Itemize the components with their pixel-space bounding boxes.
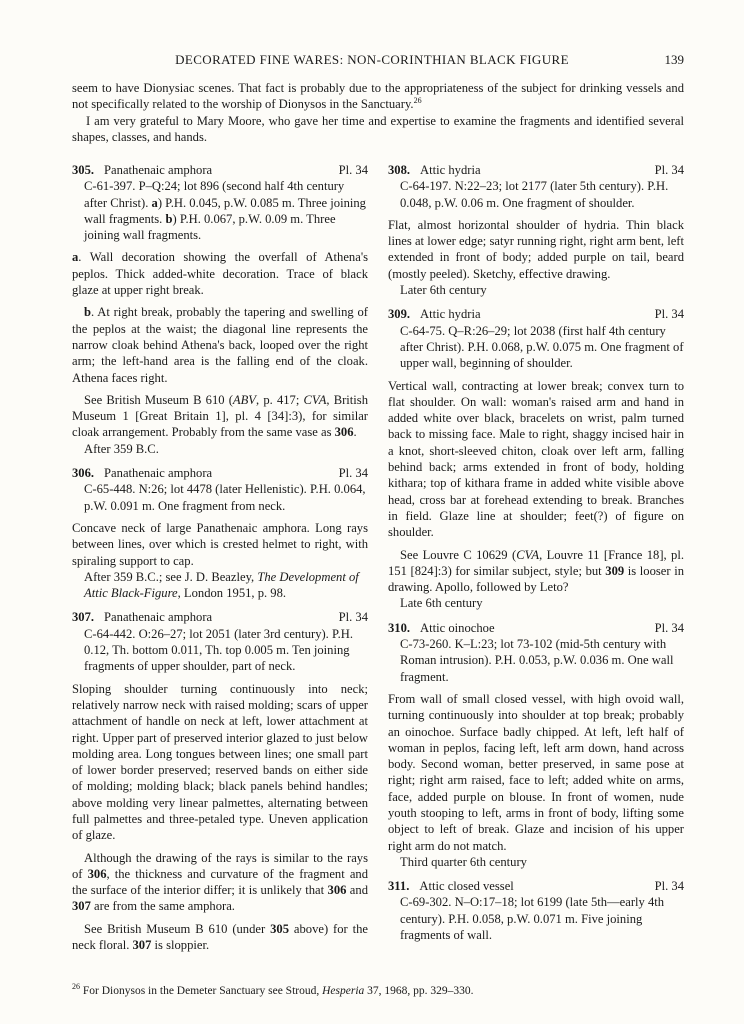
page-number: 139	[664, 52, 684, 67]
entry-number: 310.	[388, 620, 411, 635]
plate-ref: Pl. 34	[654, 307, 684, 322]
catalogue-entry-306	[72, 465, 368, 601]
entry-heading	[388, 306, 684, 322]
entry-title: Attic hydria	[420, 163, 481, 177]
entry-heading	[72, 609, 368, 625]
entry-date: After 359 B.C.	[84, 441, 159, 456]
acknowledgement-paragraph: I am very grateful to Mary Moore, who gave her time and expertise to examine the fragments and identified several shapes, classes, and hands.	[72, 113, 684, 144]
catalogue-entry-310	[388, 620, 684, 870]
entry-date: Third quarter 6th century	[400, 854, 527, 869]
entry-description-b: b. At right break, probably the tapering and swelling of the peplos at the waist; the diagonal line represents the narrow cloak behind Athena's back, looped over the right arm; the left-hand area is the falling end of the cloak. Athena faces right.	[72, 305, 368, 385]
entry-comparanda: See British Museum B 610 (under 305 above) for the neck floral. 307 is sloppier.	[72, 921, 369, 953]
right-column	[388, 162, 684, 951]
intro-paragraph: seem to have Dionysiac scenes. That fact is probably due to the appropriateness of the subject for drinking vessels and not specifically related to the worship of Dionysos in the Sanctuary.$^{26}$	[72, 81, 684, 112]
entry-meta: C-69-302. N–O:17–18; lot 6199 (late 5th—early 4th century). P.H. 0.058, p.W. 0.071 m. Five joining fragments of wall.	[400, 895, 665, 943]
entry-description: Concave neck of large Panathenaic amphora. Long rays between lines, over which is crested helmet to right, with spiraling support to cap.	[72, 520, 368, 568]
entry-title: Attic hydria	[420, 307, 481, 322]
entry-description: Vertical wall, contracting at lower break; convex turn to flat shoulder. On wall: woman's raised arm and hand in added white over black, bracelets on wrist, palm turned back to missing face. Male to right, shaggy incised hair in a knot, short-sleeved chiton, cloak over left arm, falling behind back; arms extended in front of body, holding kithara; top of kithara frame in added white visible above head, cross bar at forehead extending to break. Branches in field. Glaze line at shoulder; feet(?) of figure on shoulder.	[388, 378, 684, 540]
plate-ref: Pl. 34	[338, 610, 368, 625]
entry-meta: C-64-197. N:22–23; lot 2177 (later 5th century). P.H. 0.048, p.W. 0.06 m. One fragment of shoulder.	[400, 179, 669, 210]
entry-description: From wall of small closed vessel, with high ovoid wall, turning continuously into shoulder at top break; probably an oinochoe. Surface badly chipped. At left, left half of woman in peplos, facing left, left arm down, hand across body. Second woman, better preserved, in same pose at right; right arm raised, face to left; added white on arms, face, added purple on blouse. In front of women, nude youth stooping to left, arms in front of body, lifting some object to left of break. Glaze and incision of his upper right arm do not match.	[388, 691, 684, 853]
entry-heading	[72, 465, 368, 481]
catalogue-entry-307	[72, 609, 368, 953]
entry-meta: C-64-75. Q–R:26–29; lot 2038 (first half 4th century after Christ). P.H. 0.068, p.W. 0.075 m. One fragment of upper wall, beginning of shoulder.	[400, 323, 684, 371]
entry-date: Later 6th century	[400, 283, 487, 298]
entry-description: Flat, almost horizontal shoulder of hydria. Thin black lines at lower edge; satyr running right, right arm bent, left extended in front of body; added purple on tail, beard (mostly peeled). Sketchy, effective drawing.	[388, 217, 684, 281]
entry-meta: C-64-442. O:26–27; lot 2051 (later 3rd century). P.H. 0.12, Th. bottom 0.011, Th. top 0.005 m. Ten joining fragments of upper shoulder, part of neck.	[84, 626, 353, 674]
plate-ref: Pl. 34	[338, 163, 368, 177]
entry-heading	[388, 620, 684, 636]
plate-ref: Pl. 34	[338, 466, 368, 481]
entry-number: 311.	[388, 879, 410, 894]
entry-title: Panathenaic amphora	[104, 466, 213, 481]
entry-date: Late 6th century	[400, 596, 483, 611]
footnote-number: 26	[72, 982, 80, 992]
left-column	[72, 162, 368, 961]
entry-heading	[388, 162, 684, 178]
intro-text	[72, 80, 684, 145]
catalogue-entry-308	[388, 162, 684, 298]
plate-ref: Pl. 34	[654, 879, 684, 894]
catalogue-entry-311	[388, 878, 684, 943]
entry-meta: C-61-397. P–Q:24; lot 896 (second half 4th century after Christ). a) P.H. 0.045, p.W. 0.085 m. Three joining wall fragments. b) P.H. 0.067, p.W. 0.09 m. Three joining wall fragments.	[84, 179, 366, 243]
catalogue-entry-305	[72, 162, 368, 457]
plate-ref: Pl. 34	[654, 163, 684, 177]
plate-ref: Pl. 34	[654, 620, 684, 635]
entry-title: Panathenaic amphora	[104, 610, 213, 625]
catalogue-entry-309	[388, 306, 684, 611]
footnote-ref: 26	[413, 96, 422, 106]
entry-number: 307.	[72, 610, 95, 625]
entry-title: Attic closed vessel	[419, 879, 514, 894]
entry-heading	[72, 162, 368, 178]
entry-title: Panathenaic amphora	[104, 163, 213, 177]
running-title: DECORATED FINE WARES: NON-CORINTHIAN BLACK FIGURE	[175, 52, 569, 67]
entry-meta: C-73-260. K–L:23; lot 73-102 (mid-5th century with Roman intrusion). P.H. 0.053, p.W. 0.036 m. One wall fragment.	[400, 637, 674, 684]
entry-title: Attic oinochoe	[420, 620, 495, 635]
entry-number: 305.	[72, 163, 95, 177]
entry-discussion: Although the drawing of the rays is similar to the rays of 306, the thickness and curvature of the fragment and the surface of the interior differ; it is unlikely that 306 and 307 are from the same amphora.	[72, 850, 369, 914]
entry-number: 309.	[388, 307, 411, 322]
entry-number: 306.	[72, 466, 95, 481]
entry-date: After 359 B.C.; see J. D. Beazley, The Development of Attic Black-Figure, London 1951, p. 98.	[84, 569, 359, 601]
page-header	[60, 52, 684, 70]
entry-meta: C-65-448. N:26; lot 4478 (later Hellenistic). P.H. 0.064, p.W. 0.091 m. One fragment from neck.	[84, 482, 366, 513]
entry-comparanda: See Louvre C 10629 (CVA, Louvre 11 [France 18], pl. 151 [824]:3) for similar subject, style; but 309 is looser in drawing. Apollo, followed by Leto?	[388, 547, 684, 595]
entry-heading	[388, 878, 684, 894]
footnote: $^{26}$ For Dionysos in the Demeter Sanctuary see Stroud, Hesperia 37, 1968, pp. 329–330.	[72, 982, 474, 997]
entry-description-a: a. Wall decoration showing the overfall of Athena's peplos. Thick added-white decoration. Trace of black glaze at upper right break.	[72, 250, 368, 298]
entry-comparanda: See British Museum B 610 (ABV, p. 417; CVA, British Museum 1 [Great Britain 1], pl. 4 [34]:3), for similar cloak arrangement. Probably from the same vase as 306.	[72, 392, 369, 440]
entry-description: Sloping shoulder turning continuously into neck; relatively narrow neck with raised molding; scars of upper attachment of handle on neck at left, lower attachment at right. Upper part of preserved interior glazed to just below molding area. Long tongues between lines; one small part of lower border preserved; reserved bands on either side of molding; molding black; black panels behind handles; above molding very linear palmettes, alternating between full palmettes and three-petaled type. Uneven application of glaze.	[72, 681, 368, 843]
entry-number: 308.	[388, 163, 411, 177]
